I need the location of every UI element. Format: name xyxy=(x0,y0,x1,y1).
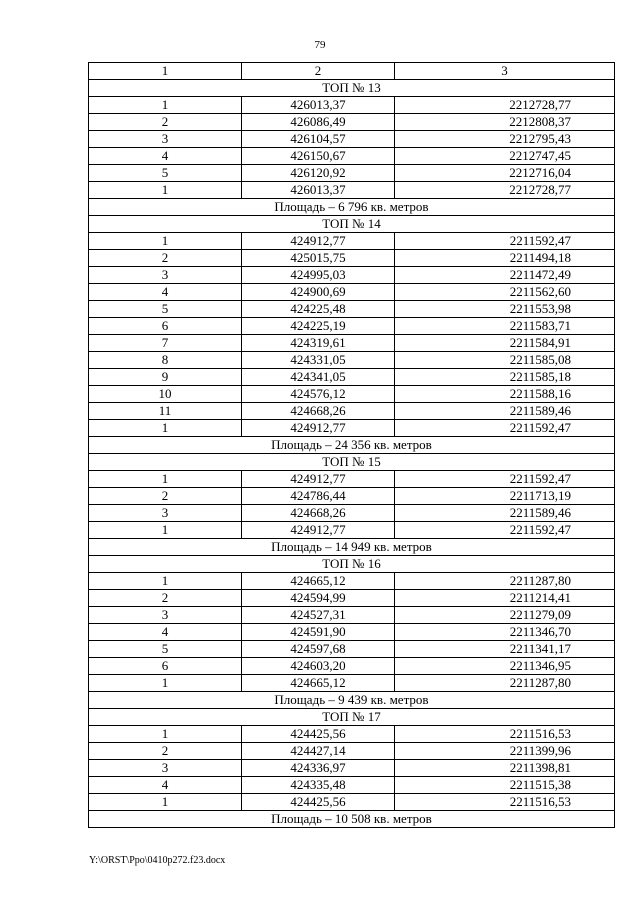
y-coordinate: 2211515,38 xyxy=(395,777,615,794)
x-coordinate: 424427,14 xyxy=(242,743,395,760)
y-coordinate: 2212808,37 xyxy=(395,114,615,131)
x-coordinate: 424576,12 xyxy=(242,386,395,403)
point-number: 1 xyxy=(89,97,242,114)
table-row xyxy=(89,641,615,658)
point-number: 1 xyxy=(89,675,242,692)
table-row xyxy=(89,488,615,505)
header-row xyxy=(89,63,615,80)
y-coordinate: 2211214,41 xyxy=(395,590,615,607)
y-coordinate: 2211583,71 xyxy=(395,318,615,335)
point-number: 1 xyxy=(89,726,242,743)
x-coordinate: 424603,20 xyxy=(242,658,395,675)
table-row xyxy=(89,607,615,624)
section-title-row xyxy=(89,454,615,471)
x-coordinate: 424668,26 xyxy=(242,505,395,522)
area-label: Площадь – 14 949 кв. метров xyxy=(89,539,615,556)
y-coordinate: 2211398,81 xyxy=(395,760,615,777)
table-row xyxy=(89,658,615,675)
section-title-row xyxy=(89,216,615,233)
y-coordinate: 2212716,04 xyxy=(395,165,615,182)
section-title-row xyxy=(89,709,615,726)
point-number: 7 xyxy=(89,335,242,352)
y-coordinate: 2211592,47 xyxy=(395,522,615,539)
table-row xyxy=(89,505,615,522)
table-row xyxy=(89,301,615,318)
x-coordinate: 424336,97 xyxy=(242,760,395,777)
table-body xyxy=(89,63,615,828)
x-coordinate: 424527,31 xyxy=(242,607,395,624)
x-coordinate: 426013,37 xyxy=(242,182,395,199)
y-coordinate: 2211713,19 xyxy=(395,488,615,505)
table-row xyxy=(89,471,615,488)
x-coordinate: 424594,99 xyxy=(242,590,395,607)
y-coordinate: 2211287,80 xyxy=(395,675,615,692)
point-number: 6 xyxy=(89,318,242,335)
table-row xyxy=(89,148,615,165)
x-coordinate: 424225,48 xyxy=(242,301,395,318)
table-row xyxy=(89,369,615,386)
table-row xyxy=(89,777,615,794)
point-number: 3 xyxy=(89,505,242,522)
point-number: 3 xyxy=(89,607,242,624)
table-row xyxy=(89,403,615,420)
y-coordinate: 2211472,49 xyxy=(395,267,615,284)
point-number: 3 xyxy=(89,267,242,284)
x-coordinate: 426104,57 xyxy=(242,131,395,148)
point-number: 4 xyxy=(89,624,242,641)
point-number: 6 xyxy=(89,658,242,675)
x-coordinate: 424425,56 xyxy=(242,794,395,811)
page-number: 79 xyxy=(314,39,326,51)
point-number: 5 xyxy=(89,641,242,658)
point-number: 1 xyxy=(89,420,242,437)
file-path-footer: Y:\ORST\Ppo\0410p272.f23.docx xyxy=(89,855,226,866)
point-number: 2 xyxy=(89,590,242,607)
table-row xyxy=(89,760,615,777)
point-number: 10 xyxy=(89,386,242,403)
table-row xyxy=(89,420,615,437)
point-number: 1 xyxy=(89,182,242,199)
y-coordinate: 2211346,70 xyxy=(395,624,615,641)
x-coordinate: 424912,77 xyxy=(242,420,395,437)
x-coordinate: 424912,77 xyxy=(242,233,395,250)
point-number: 4 xyxy=(89,284,242,301)
point-number: 8 xyxy=(89,352,242,369)
y-coordinate: 2211341,17 xyxy=(395,641,615,658)
header-cell-3: 3 xyxy=(395,63,615,80)
table-row xyxy=(89,743,615,760)
x-coordinate: 426013,37 xyxy=(242,97,395,114)
coordinates-table xyxy=(88,62,615,828)
point-number: 1 xyxy=(89,522,242,539)
y-coordinate: 2211584,91 xyxy=(395,335,615,352)
y-coordinate: 2211592,47 xyxy=(395,471,615,488)
x-coordinate: 426086,49 xyxy=(242,114,395,131)
y-coordinate: 2211588,16 xyxy=(395,386,615,403)
y-coordinate: 2212795,43 xyxy=(395,131,615,148)
point-number: 2 xyxy=(89,488,242,505)
point-number: 2 xyxy=(89,743,242,760)
section-title-row xyxy=(89,80,615,97)
x-coordinate: 424665,12 xyxy=(242,573,395,590)
table-row xyxy=(89,182,615,199)
point-number: 1 xyxy=(89,794,242,811)
y-coordinate: 2211589,46 xyxy=(395,403,615,420)
table-row xyxy=(89,250,615,267)
x-coordinate: 424319,61 xyxy=(242,335,395,352)
x-coordinate: 424591,90 xyxy=(242,624,395,641)
area-row xyxy=(89,539,615,556)
section-title: ТОП № 17 xyxy=(89,709,615,726)
point-number: 3 xyxy=(89,760,242,777)
x-coordinate: 426150,67 xyxy=(242,148,395,165)
point-number: 3 xyxy=(89,131,242,148)
y-coordinate: 2211585,08 xyxy=(395,352,615,369)
point-number: 1 xyxy=(89,471,242,488)
point-number: 4 xyxy=(89,777,242,794)
y-coordinate: 2211516,53 xyxy=(395,726,615,743)
area-label: Площадь – 24 356 кв. метров xyxy=(89,437,615,454)
x-coordinate: 426120,92 xyxy=(242,165,395,182)
x-coordinate: 424786,44 xyxy=(242,488,395,505)
table-row xyxy=(89,131,615,148)
point-number: 5 xyxy=(89,301,242,318)
header-cell-2: 2 xyxy=(242,63,395,80)
x-coordinate: 424425,56 xyxy=(242,726,395,743)
x-coordinate: 424341,05 xyxy=(242,369,395,386)
area-label: Площадь – 10 508 кв. метров xyxy=(89,811,615,828)
table-row xyxy=(89,624,615,641)
point-number: 2 xyxy=(89,114,242,131)
point-number: 1 xyxy=(89,573,242,590)
table-row xyxy=(89,386,615,403)
table-row xyxy=(89,726,615,743)
point-number: 9 xyxy=(89,369,242,386)
y-coordinate: 2211287,80 xyxy=(395,573,615,590)
area-row xyxy=(89,437,615,454)
table-row xyxy=(89,794,615,811)
y-coordinate: 2211562,60 xyxy=(395,284,615,301)
y-coordinate: 2211494,18 xyxy=(395,250,615,267)
point-number: 4 xyxy=(89,148,242,165)
table-row xyxy=(89,233,615,250)
table-row xyxy=(89,114,615,131)
point-number: 11 xyxy=(89,403,242,420)
x-coordinate: 424331,05 xyxy=(242,352,395,369)
x-coordinate: 424995,03 xyxy=(242,267,395,284)
section-title-row xyxy=(89,556,615,573)
area-row xyxy=(89,199,615,216)
x-coordinate: 424597,68 xyxy=(242,641,395,658)
y-coordinate: 2211592,47 xyxy=(395,420,615,437)
section-title: ТОП № 14 xyxy=(89,216,615,233)
area-row xyxy=(89,811,615,828)
table-row xyxy=(89,522,615,539)
y-coordinate: 2212728,77 xyxy=(395,182,615,199)
section-title: ТОП № 15 xyxy=(89,454,615,471)
table-row xyxy=(89,97,615,114)
y-coordinate: 2211399,96 xyxy=(395,743,615,760)
table-row xyxy=(89,675,615,692)
table-row xyxy=(89,352,615,369)
table-row xyxy=(89,573,615,590)
y-coordinate: 2211516,53 xyxy=(395,794,615,811)
y-coordinate: 2212747,45 xyxy=(395,148,615,165)
section-title: ТОП № 13 xyxy=(89,80,615,97)
y-coordinate: 2211585,18 xyxy=(395,369,615,386)
table-row xyxy=(89,335,615,352)
y-coordinate: 2211279,09 xyxy=(395,607,615,624)
area-label: Площадь – 6 796 кв. метров xyxy=(89,199,615,216)
area-row xyxy=(89,692,615,709)
point-number: 1 xyxy=(89,233,242,250)
y-coordinate: 2212728,77 xyxy=(395,97,615,114)
area-label: Площадь – 9 439 кв. метров xyxy=(89,692,615,709)
x-coordinate: 424665,12 xyxy=(242,675,395,692)
x-coordinate: 424900,69 xyxy=(242,284,395,301)
x-coordinate: 425015,75 xyxy=(242,250,395,267)
table-row xyxy=(89,318,615,335)
header-cell-1: 1 xyxy=(89,63,242,80)
x-coordinate: 424335,48 xyxy=(242,777,395,794)
x-coordinate: 424912,77 xyxy=(242,471,395,488)
point-number: 2 xyxy=(89,250,242,267)
x-coordinate: 424912,77 xyxy=(242,522,395,539)
y-coordinate: 2211346,95 xyxy=(395,658,615,675)
point-number: 5 xyxy=(89,165,242,182)
y-coordinate: 2211553,98 xyxy=(395,301,615,318)
section-title: ТОП № 16 xyxy=(89,556,615,573)
table-row xyxy=(89,590,615,607)
table-row xyxy=(89,165,615,182)
table-row xyxy=(89,284,615,301)
table-row xyxy=(89,267,615,284)
y-coordinate: 2211592,47 xyxy=(395,233,615,250)
y-coordinate: 2211589,46 xyxy=(395,505,615,522)
x-coordinate: 424668,26 xyxy=(242,403,395,420)
x-coordinate: 424225,19 xyxy=(242,318,395,335)
